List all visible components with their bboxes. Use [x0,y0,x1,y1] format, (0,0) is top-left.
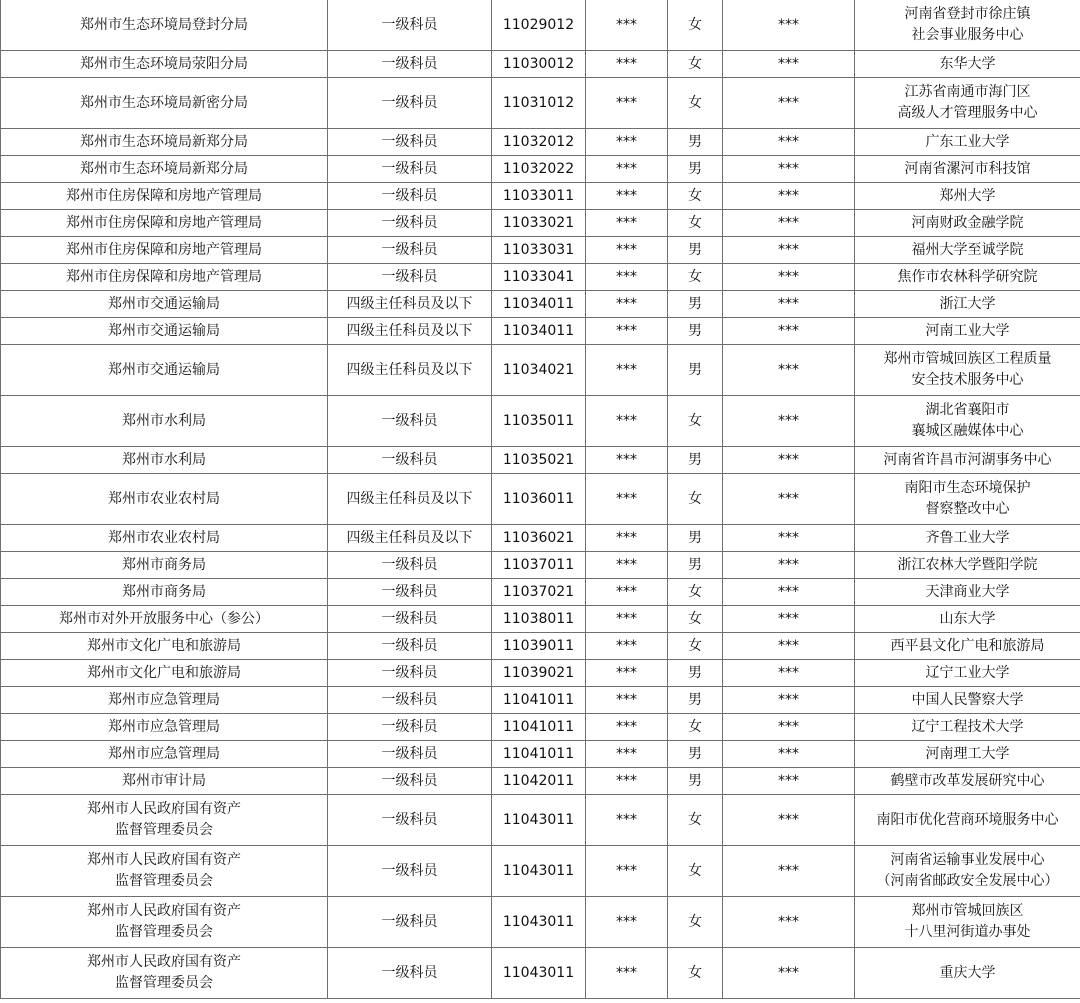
gender-cell: 男 [668,318,723,345]
id-number-cell: *** [723,687,855,714]
name-cell: *** [586,768,668,795]
id-number-cell: *** [723,78,855,129]
table-row [1,948,1080,999]
name-cell: *** [586,237,668,264]
table-row [1,714,1080,741]
unit-cell: 郑州市住房保障和房地产管理局 [1,264,328,291]
id-number-cell: *** [723,396,855,447]
table-row [1,606,1080,633]
position-code-cell: 11034011 [492,291,586,318]
employer-cell: 福州大学至诚学院 [855,237,1080,264]
employer-cell: 河南理工大学 [855,741,1080,768]
gender-cell: 女 [668,210,723,237]
position-code-cell: 11032022 [492,156,586,183]
gender-cell: 男 [668,129,723,156]
name-cell: *** [586,579,668,606]
position-code-cell: 11042011 [492,768,586,795]
id-number-cell: *** [723,846,855,897]
id-number-cell: *** [723,768,855,795]
table-row [1,474,1080,525]
employer-cell: 南阳市生态环境保护 督察整改中心 [855,474,1080,525]
table-row [1,846,1080,897]
position-code-cell: 11043011 [492,846,586,897]
gender-cell: 女 [668,948,723,999]
position-cell: 一级科员 [328,687,492,714]
unit-cell: 郑州市水利局 [1,396,328,447]
name-cell: *** [586,741,668,768]
unit-cell: 郑州市住房保障和房地产管理局 [1,210,328,237]
id-number-cell: *** [723,156,855,183]
position-code-cell: 11041011 [492,741,586,768]
employer-cell: 西平县文化广电和旅游局 [855,633,1080,660]
table-row [1,525,1080,552]
name-cell: *** [586,0,668,51]
id-number-cell: *** [723,345,855,396]
name-cell: *** [586,660,668,687]
unit-cell: 郑州市审计局 [1,768,328,795]
unit-cell: 郑州市对外开放服务中心（参公） [1,606,328,633]
table-row [1,264,1080,291]
position-code-cell: 11033031 [492,237,586,264]
id-number-cell: *** [723,606,855,633]
position-code-cell: 11039011 [492,633,586,660]
employer-cell: 山东大学 [855,606,1080,633]
name-cell: *** [586,318,668,345]
name-cell: *** [586,156,668,183]
unit-cell: 郑州市应急管理局 [1,741,328,768]
position-cell: 一级科员 [328,78,492,129]
gender-cell: 女 [668,897,723,948]
name-cell: *** [586,552,668,579]
employer-cell: 齐鲁工业大学 [855,525,1080,552]
position-code-cell: 11029012 [492,0,586,51]
unit-cell: 郑州市人民政府国有资产 监督管理委员会 [1,846,328,897]
gender-cell: 男 [668,156,723,183]
position-cell: 一级科员 [328,156,492,183]
position-cell: 一级科员 [328,129,492,156]
name-cell: *** [586,396,668,447]
position-cell: 一级科员 [328,396,492,447]
table-row [1,51,1080,78]
employer-cell: 河南省许昌市河湖事务中心 [855,447,1080,474]
unit-cell: 郑州市文化广电和旅游局 [1,633,328,660]
table-row [1,345,1080,396]
position-cell: 一级科员 [328,714,492,741]
name-cell: *** [586,264,668,291]
employer-cell: 河南财政金融学院 [855,210,1080,237]
gender-cell: 女 [668,795,723,846]
position-cell: 一级科员 [328,552,492,579]
gender-cell: 男 [668,660,723,687]
employer-cell: 河南省运输事业发展中心 （河南省邮政安全发展中心） [855,846,1080,897]
position-code-cell: 11041011 [492,687,586,714]
position-cell: 四级主任科员及以下 [328,345,492,396]
employer-cell: 广东工业大学 [855,129,1080,156]
position-cell: 四级主任科员及以下 [328,291,492,318]
name-cell: *** [586,210,668,237]
table-row [1,210,1080,237]
name-cell: *** [586,897,668,948]
position-code-cell: 11033021 [492,210,586,237]
employer-cell: 郑州市管城回族区工程质量 安全技术服务中心 [855,345,1080,396]
position-cell: 一级科员 [328,579,492,606]
gender-cell: 女 [668,579,723,606]
position-code-cell: 11036011 [492,474,586,525]
id-number-cell: *** [723,264,855,291]
employer-cell: 河南省登封市徐庄镇 社会事业服务中心 [855,0,1080,51]
unit-cell: 郑州市人民政府国有资产 监督管理委员会 [1,948,328,999]
position-cell: 四级主任科员及以下 [328,525,492,552]
unit-cell: 郑州市人民政府国有资产 监督管理委员会 [1,795,328,846]
id-number-cell: *** [723,129,855,156]
id-number-cell: *** [723,525,855,552]
id-number-cell: *** [723,183,855,210]
unit-cell: 郑州市文化广电和旅游局 [1,660,328,687]
position-code-cell: 11041011 [492,714,586,741]
employer-cell: 重庆大学 [855,948,1080,999]
employer-cell: 河南省漯河市科技馆 [855,156,1080,183]
unit-cell: 郑州市生态环境局荥阳分局 [1,51,328,78]
name-cell: *** [586,948,668,999]
table-row [1,0,1080,51]
id-number-cell: *** [723,210,855,237]
position-cell: 一级科员 [328,660,492,687]
employer-cell: 郑州市管城回族区 十八里河街道办事处 [855,897,1080,948]
position-cell: 四级主任科员及以下 [328,474,492,525]
gender-cell: 女 [668,51,723,78]
position-cell: 四级主任科员及以下 [328,318,492,345]
id-number-cell: *** [723,795,855,846]
position-cell: 一级科员 [328,846,492,897]
gender-cell: 男 [668,552,723,579]
gender-cell: 女 [668,474,723,525]
position-code-cell: 11037011 [492,552,586,579]
id-number-cell: *** [723,714,855,741]
position-code-cell: 11036021 [492,525,586,552]
position-code-cell: 11039021 [492,660,586,687]
employer-cell: 湖北省襄阳市 襄城区融媒体中心 [855,396,1080,447]
position-code-cell: 11033011 [492,183,586,210]
position-cell: 一级科员 [328,237,492,264]
unit-cell: 郑州市水利局 [1,447,328,474]
gender-cell: 女 [668,78,723,129]
table-row [1,633,1080,660]
name-cell: *** [586,795,668,846]
position-code-cell: 11032012 [492,129,586,156]
position-cell: 一级科员 [328,183,492,210]
employer-cell: 天津商业大学 [855,579,1080,606]
position-cell: 一级科员 [328,741,492,768]
position-code-cell: 11043011 [492,948,586,999]
position-cell: 一级科员 [328,447,492,474]
id-number-cell: *** [723,447,855,474]
table-row [1,129,1080,156]
name-cell: *** [586,525,668,552]
position-cell: 一级科员 [328,633,492,660]
position-code-cell: 11034011 [492,318,586,345]
table-row [1,156,1080,183]
name-cell: *** [586,633,668,660]
name-cell: *** [586,687,668,714]
position-cell: 一级科员 [328,51,492,78]
position-cell: 一级科员 [328,897,492,948]
gender-cell: 女 [668,183,723,210]
unit-cell: 郑州市交通运输局 [1,291,328,318]
id-number-cell: *** [723,948,855,999]
unit-cell: 郑州市生态环境局新郑分局 [1,129,328,156]
position-code-cell: 11037021 [492,579,586,606]
gender-cell: 女 [668,606,723,633]
table-row [1,447,1080,474]
id-number-cell: *** [723,552,855,579]
gender-cell: 女 [668,0,723,51]
name-cell: *** [586,474,668,525]
id-number-cell: *** [723,237,855,264]
table-row [1,78,1080,129]
table-row [1,396,1080,447]
gender-cell: 女 [668,714,723,741]
table-body [1,0,1080,999]
employer-cell: 郑州大学 [855,183,1080,210]
name-cell: *** [586,51,668,78]
table-row [1,768,1080,795]
position-cell: 一级科员 [328,210,492,237]
table-row [1,318,1080,345]
employer-cell: 焦作市农林科学研究院 [855,264,1080,291]
unit-cell: 郑州市应急管理局 [1,714,328,741]
table-row [1,579,1080,606]
name-cell: *** [586,183,668,210]
position-code-cell: 11035021 [492,447,586,474]
gender-cell: 女 [668,264,723,291]
employer-cell: 浙江大学 [855,291,1080,318]
position-cell: 一级科员 [328,606,492,633]
table-row [1,795,1080,846]
id-number-cell: *** [723,51,855,78]
unit-cell: 郑州市交通运输局 [1,318,328,345]
id-number-cell: *** [723,897,855,948]
name-cell: *** [586,291,668,318]
gender-cell: 男 [668,447,723,474]
id-number-cell: *** [723,633,855,660]
unit-cell: 郑州市农业农村局 [1,525,328,552]
gender-cell: 男 [668,768,723,795]
employer-cell: 江苏省南通市海门区 高级人才管理服务中心 [855,78,1080,129]
id-number-cell: *** [723,741,855,768]
table-row [1,237,1080,264]
table-row [1,660,1080,687]
gender-cell: 男 [668,741,723,768]
unit-cell: 郑州市商务局 [1,552,328,579]
gender-cell: 男 [668,687,723,714]
gender-cell: 女 [668,846,723,897]
unit-cell: 郑州市交通运输局 [1,345,328,396]
position-code-cell: 11043011 [492,795,586,846]
unit-cell: 郑州市生态环境局新郑分局 [1,156,328,183]
name-cell: *** [586,714,668,741]
position-code-cell: 11034021 [492,345,586,396]
name-cell: *** [586,78,668,129]
position-code-cell: 11031012 [492,78,586,129]
gender-cell: 女 [668,633,723,660]
employer-cell: 南阳市优化营商环境服务中心 [855,795,1080,846]
unit-cell: 郑州市住房保障和房地产管理局 [1,183,328,210]
unit-cell: 郑州市生态环境局登封分局 [1,0,328,51]
gender-cell: 男 [668,525,723,552]
position-cell: 一级科员 [328,768,492,795]
gender-cell: 男 [668,291,723,318]
position-code-cell: 11030012 [492,51,586,78]
position-cell: 一级科员 [328,0,492,51]
position-code-cell: 11043011 [492,897,586,948]
employer-cell: 东华大学 [855,51,1080,78]
unit-cell: 郑州市应急管理局 [1,687,328,714]
position-cell: 一级科员 [328,264,492,291]
employer-cell: 辽宁工业大学 [855,660,1080,687]
gender-cell: 男 [668,237,723,264]
employer-cell: 鹤壁市改革发展研究中心 [855,768,1080,795]
name-cell: *** [586,447,668,474]
id-number-cell: *** [723,660,855,687]
table-row [1,552,1080,579]
name-cell: *** [586,846,668,897]
id-number-cell: *** [723,291,855,318]
id-number-cell: *** [723,579,855,606]
position-cell: 一级科员 [328,795,492,846]
employer-cell: 中国人民警察大学 [855,687,1080,714]
name-cell: *** [586,606,668,633]
table-row [1,183,1080,210]
table-row [1,687,1080,714]
table-row [1,741,1080,768]
name-cell: *** [586,345,668,396]
id-number-cell: *** [723,474,855,525]
position-cell: 一级科员 [328,948,492,999]
unit-cell: 郑州市住房保障和房地产管理局 [1,237,328,264]
unit-cell: 郑州市农业农村局 [1,474,328,525]
position-code-cell: 11035011 [492,396,586,447]
id-number-cell: *** [723,318,855,345]
gender-cell: 女 [668,396,723,447]
position-code-cell: 11038011 [492,606,586,633]
position-code-cell: 11033041 [492,264,586,291]
unit-cell: 郑州市人民政府国有资产 监督管理委员会 [1,897,328,948]
employer-cell: 辽宁工程技术大学 [855,714,1080,741]
unit-cell: 郑州市商务局 [1,579,328,606]
id-number-cell: *** [723,0,855,51]
employer-cell: 河南工业大学 [855,318,1080,345]
gender-cell: 男 [668,345,723,396]
name-cell: *** [586,129,668,156]
table-row [1,897,1080,948]
table-row [1,291,1080,318]
employer-cell: 浙江农林大学暨阳学院 [855,552,1080,579]
unit-cell: 郑州市生态环境局新密分局 [1,78,328,129]
